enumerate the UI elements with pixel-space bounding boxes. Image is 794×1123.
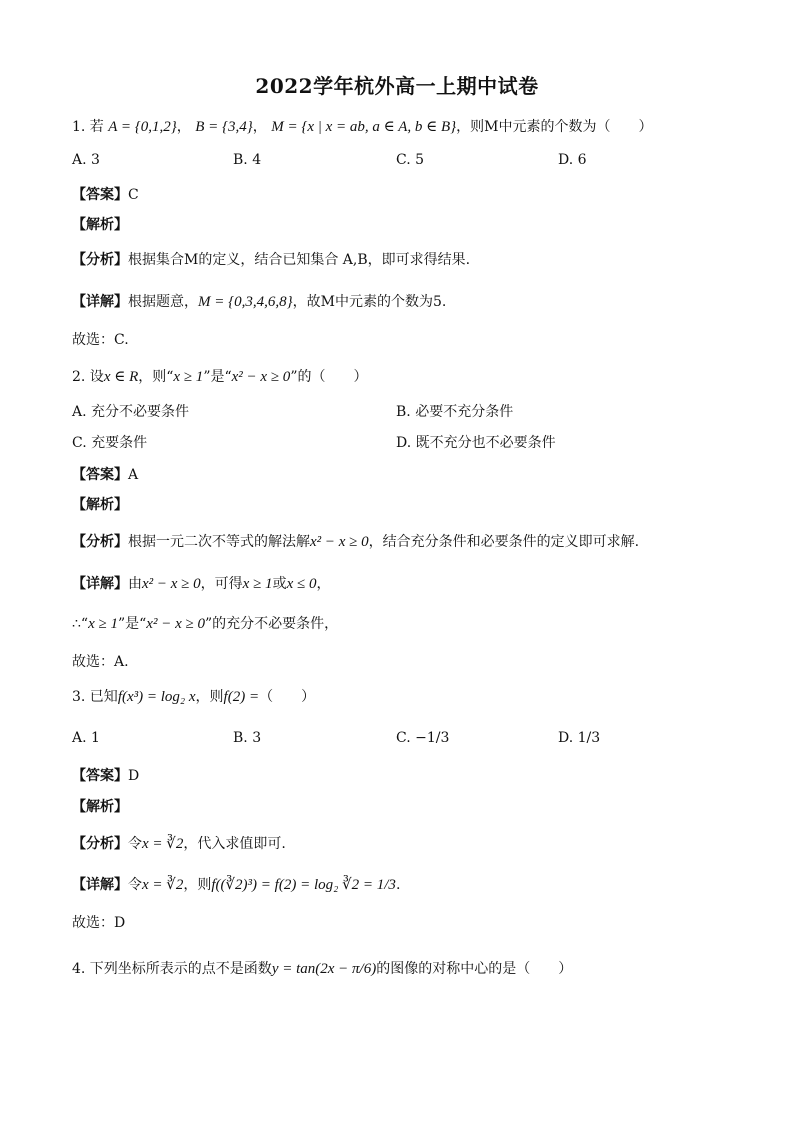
detail-label: 【详解】 (72, 877, 128, 893)
q3-number: 3. 已知 (72, 689, 118, 705)
q1-option-b: B. 4 (233, 152, 262, 168)
q3-tail: （ ） (259, 689, 316, 705)
q3-choice: 故选：D (72, 915, 126, 931)
q2-fenxi-c: ，结合充分条件和必要条件的定义即可求解. (368, 534, 640, 550)
q3-analysis (72, 796, 128, 816)
q2-analysis (72, 494, 128, 514)
q2-detail-math-d: x ≥ 1 (242, 576, 273, 592)
q3-detail-math-b: x = ∛2 (142, 877, 184, 893)
q2-detail-math-f: x ≤ 0 (286, 576, 317, 592)
fenxi-label: 【分析】 (72, 252, 128, 268)
q3-detail (72, 874, 400, 894)
q4-tail: 的图像的对称中心的是（ ） (376, 961, 573, 977)
q2-text-b: ，则“ (138, 369, 174, 385)
q2-option-d: D. 既不充分也不必要条件 (396, 435, 556, 451)
q1-answer (72, 184, 139, 204)
q4-number: 4. 下列坐标所表示的点不是函数 (72, 961, 272, 977)
q1-option-d: D. 6 (558, 152, 587, 168)
q1-analysis (72, 214, 128, 234)
answer-label: 【答案】 (72, 187, 128, 203)
analysis-label: 【解析】 (72, 497, 128, 513)
q2-detail-c: ，可得 (200, 576, 243, 592)
fenxi-label: 【分析】 (72, 534, 128, 550)
detail-label: 【详解】 (72, 294, 128, 310)
q3-option-b: B. 3 (233, 730, 262, 746)
q3-answer-value: D (128, 768, 140, 784)
q3-detail-math-d: f((∛2)³) = f(2) = log₂ ∛2 = 1/3 (211, 877, 396, 893)
q2-option-c: C. 充要条件 (72, 435, 148, 451)
q3-option-a: A. 1 (72, 730, 100, 746)
q2-therefore-c: ”是“ (117, 616, 147, 632)
page-title: 2022学年杭外高一上期中试卷 (255, 74, 539, 98)
q1-fenxi-text: 根据集合M的定义，结合已知集合 A,B，即可求得结果. (128, 252, 471, 268)
q1-set-a: A = {0,1,2} (108, 119, 177, 135)
q3-option-d: D. 1/3 (558, 730, 601, 746)
answer-label: 【答案】 (72, 467, 128, 483)
q2-detail-math-b: x² − x ≥ 0 (142, 576, 201, 592)
q3-detail-e: . (395, 877, 401, 893)
q1-option-a: A. 3 (72, 152, 100, 168)
q2-math-e: x² − x ≥ 0 (231, 369, 291, 385)
q3-answer (72, 765, 139, 785)
q3-stem (72, 686, 315, 706)
q1-choice: 故选：C. (72, 332, 129, 348)
fenxi-label: 【分析】 (72, 836, 128, 852)
q2-detail-e: 或 (272, 576, 287, 592)
q2-detail (72, 573, 330, 593)
q3-fenxi-math: x = ∛2 (142, 836, 184, 852)
analysis-label: 【解析】 (72, 217, 128, 233)
q3-mid: ，则 (195, 689, 224, 705)
q1-number: 1. 若 (72, 119, 104, 135)
q3-detail-c: ，则 (183, 877, 212, 893)
q2-stem (72, 366, 367, 386)
q1-option-c: C. 5 (396, 152, 425, 168)
q3-ask: f(2) = (223, 689, 260, 705)
q3-func: f(x³) = log₂ x (117, 689, 196, 705)
q3-detail-a: 令 (128, 877, 142, 893)
q1-set-m: M = {x | x = ab, a ∈ A, b ∈ B} (271, 119, 457, 135)
q1-tail: ，则M中元素的个数为（ ） (456, 119, 653, 135)
detail-label: 【详解】 (72, 576, 128, 592)
q2-therefore (72, 613, 338, 633)
q3-option-c: C. −1/3 (396, 730, 450, 746)
q3-fenxi-c: ，代入求值即可. (183, 836, 286, 852)
q4-func: y = tan(2x − π/6) (271, 961, 377, 977)
q2-fenxi-math: x² − x ≥ 0 (310, 534, 369, 550)
q2-fenxi (72, 531, 639, 551)
q1-set-b: B = {3,4} (195, 119, 253, 135)
q2-therefore-math-d: x² − x ≥ 0 (146, 616, 205, 632)
q2-math-a: x ∈ R (103, 369, 139, 385)
q2-therefore-math-b: x ≥ 1 (88, 616, 118, 632)
q2-text-f: ”的（ ） (290, 369, 368, 385)
q1-detail-set: M = {0,3,4,6,8} (198, 294, 293, 310)
q2-answer (72, 464, 138, 484)
q1-detail-pre: 根据题意， (128, 294, 198, 310)
q2-text-d: ”是“ (203, 369, 232, 385)
q1-fenxi (72, 249, 470, 269)
q2-therefore-e: ”的充分不必要条件， (204, 616, 339, 632)
analysis-label: 【解析】 (72, 799, 128, 815)
q2-option-a: A. 充分不必要条件 (72, 404, 190, 420)
q3-fenxi (72, 833, 286, 853)
q3-fenxi-a: 令 (128, 836, 142, 852)
q2-detail-a: 由 (128, 576, 142, 592)
q2-option-b: B. 必要不充分条件 (396, 404, 514, 420)
q2-choice: 故选：A. (72, 654, 129, 670)
q1-answer-value: C (128, 187, 139, 203)
answer-label: 【答案】 (72, 768, 128, 784)
q1-detail (72, 291, 446, 311)
q2-math-c: x ≥ 1 (173, 369, 204, 385)
q2-fenxi-a: 根据一元二次不等式的解法解 (128, 534, 310, 550)
q4-stem (72, 958, 572, 978)
q1-stem: 1. 若 A = {0,1,2}， B = {3,4}， M = {x | x = ab, a ∈ A, b ∈ B}，则M中元素的个数为（ ） (72, 119, 653, 135)
q2-answer-value: A (128, 467, 139, 483)
q2-number: 2. 设 (72, 369, 104, 385)
q2-detail-g: ， (316, 576, 331, 592)
q1-detail-post: ，故M中元素的个数为5. (292, 294, 447, 310)
q2-therefore-a: ∴“ (72, 616, 89, 632)
